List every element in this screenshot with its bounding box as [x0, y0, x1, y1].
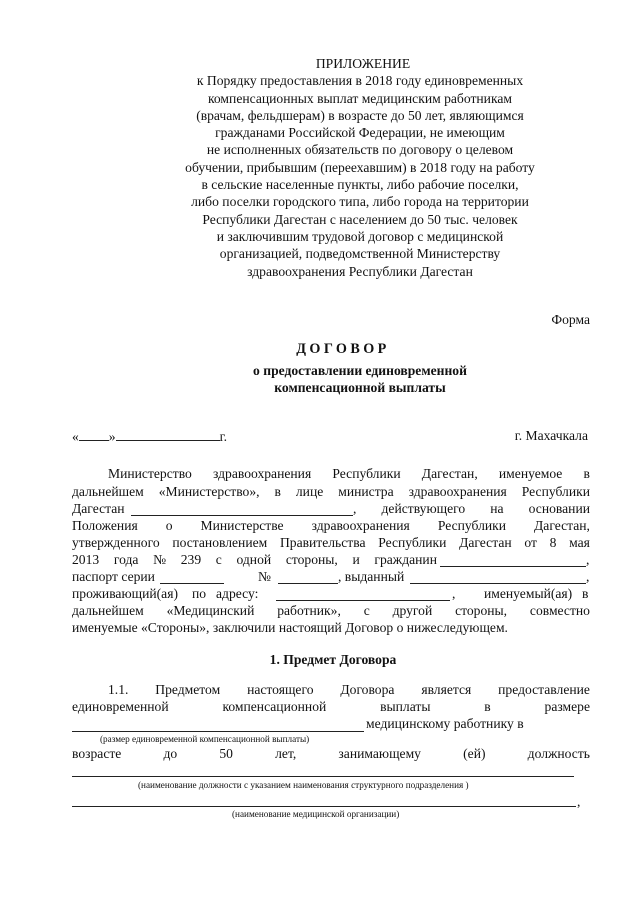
word: с [215, 552, 222, 567]
subtitle-line: о предоставлении единовременной [253, 363, 467, 378]
appendix-line: и заключившим трудовой договор с медицинской [216, 228, 504, 244]
word: 50 [219, 746, 233, 761]
word: стороны, [285, 552, 338, 567]
word: единовременной [72, 699, 169, 714]
month-blank [116, 428, 220, 441]
preamble-line-10: именуемые «Стороны», заключили настоящий Договор о нижеследующем. [72, 620, 508, 635]
appendix-line: организацией, подведомственной Министерству [219, 246, 501, 262]
word: Договора [340, 682, 395, 697]
word: в [274, 484, 281, 499]
word: занимающему [338, 746, 421, 761]
word: Дагестан [72, 501, 125, 516]
word: Республики [521, 484, 590, 499]
word: Предметом [155, 682, 221, 697]
section-1-line-3-end: медицинскому работнику в [366, 716, 524, 731]
word: с [363, 603, 370, 618]
close-quote: » [108, 429, 116, 444]
word: «Министерство», [158, 484, 260, 499]
preamble-line-9 [72, 603, 590, 619]
amount-caption: (размер единовременной компенсационной выплаты) [100, 734, 310, 744]
word: компенсационной [222, 699, 327, 714]
document-title: ДОГОВОР [296, 341, 390, 357]
comma: , [452, 586, 456, 601]
appendix-line: не исполненных обязательств по договору о целевом [206, 142, 514, 158]
passport-series-label: паспорт серии [72, 569, 155, 584]
document-subtitle [150, 362, 570, 396]
preamble-line-2 [72, 484, 590, 500]
issued-by-label: , выданный [338, 569, 405, 584]
appendix-line: в сельские населенные пункты, либо рабочие поселки, [201, 177, 519, 193]
organization-blank [72, 806, 576, 807]
word: лице [295, 484, 324, 499]
word: предоставление [498, 682, 590, 697]
organization-caption: (наименование медицинской организации) [232, 809, 400, 819]
word: (ей) [463, 746, 486, 761]
appendix-block [150, 55, 570, 280]
section-1-line-4 [72, 746, 590, 762]
word: проживающий(ая) [72, 586, 178, 601]
word: совместно [529, 603, 590, 618]
preamble-line-4 [72, 518, 590, 534]
citizen-name-blank [440, 566, 586, 567]
word: настоящего [247, 682, 314, 697]
word: здравоохранения [408, 484, 507, 499]
word: Министерство [108, 466, 192, 481]
word: Положения [72, 518, 138, 533]
word: утвержденного [72, 535, 160, 550]
address-blank [276, 600, 450, 601]
word: должность [527, 746, 590, 761]
word: № [153, 552, 167, 567]
preamble-line-6 [72, 552, 437, 568]
year-suffix: г. [219, 429, 228, 444]
comma: , [586, 569, 590, 584]
appendix-line: компенсационных выплат медицинским работникам [207, 90, 512, 106]
word: одной [236, 552, 272, 567]
word: другой [392, 603, 433, 618]
date-field [72, 428, 227, 445]
word: до [163, 746, 178, 761]
word: является [421, 682, 472, 697]
passport-number-label: № [258, 569, 271, 584]
minister-name-blank [131, 515, 353, 516]
word: в [583, 466, 590, 481]
word: от [524, 535, 537, 550]
word: Министерстве [200, 518, 284, 533]
appendix-line: гражданами Российской Федерации, не имеющим [215, 125, 505, 141]
preamble-line-5 [72, 535, 590, 551]
word: гражданин [374, 552, 437, 567]
word: здравоохранения [311, 518, 410, 533]
amount-blank [72, 731, 364, 732]
comma: , [577, 794, 581, 809]
section-1-line-2 [72, 699, 590, 715]
word: и [352, 552, 360, 567]
appendix-line: (врачам, фельдшерам) в возрасте до 50 лет, являющимся [196, 107, 524, 123]
word: в [582, 586, 589, 601]
word: Республики [437, 518, 507, 533]
passport-series-blank [160, 583, 224, 584]
word: министра [338, 484, 394, 499]
word: в [484, 699, 491, 714]
passport-number-blank [278, 583, 338, 584]
word: работник», [277, 603, 341, 618]
word: постановлением [172, 535, 268, 550]
position-caption: (наименование должности с указанием наименования структурного подразделения ) [138, 780, 469, 790]
word: «Медицинский [166, 603, 255, 618]
subtitle-line: компенсационной выплаты [274, 380, 446, 395]
word: дальнейшем [72, 484, 144, 499]
word: лет, [275, 746, 297, 761]
word: стороны, [455, 603, 508, 618]
word: Дагестан [459, 535, 512, 550]
word: выплаты [380, 699, 431, 714]
city-label: г. Махачкала [514, 428, 588, 443]
issued-by-blank [410, 583, 586, 584]
appendix-heading: ПРИЛОЖЕНИЕ [315, 56, 411, 71]
appendix-line: обучении, прибывшим (переехавшим) в 2018 году на работу [185, 159, 535, 175]
section-1-line-1 [72, 682, 590, 698]
open-quote: « [72, 429, 79, 444]
word: года [113, 552, 139, 567]
appendix-line: либо поселки городского типа, либо города на территории [191, 194, 529, 210]
word: 2013 [72, 552, 100, 567]
comma: , [586, 552, 590, 567]
position-blank [72, 776, 574, 777]
word: Правительства [279, 535, 366, 550]
word: адресу: [216, 586, 259, 601]
day-blank [79, 428, 109, 441]
appendix-line: здравоохранения Республики Дагестан [247, 263, 473, 279]
word: Дагестан, [534, 518, 590, 533]
clause-number: 1.1. [108, 682, 129, 697]
word: возрасте [72, 746, 122, 761]
word: дальнейшем [72, 603, 144, 618]
appendix-line: к Порядку предоставления в 2018 году единовременных [196, 73, 524, 89]
preamble-line-3-end: , действующего на основании [353, 501, 590, 516]
word: Республики [378, 535, 447, 550]
appendix-line: Республики Дагестан с населением до 50 тыс. человек [202, 211, 518, 227]
word: размере [544, 699, 590, 714]
preamble-line-1 [72, 466, 590, 482]
section-1-title: 1. Предмет Договора [269, 652, 397, 667]
form-label: Форма [551, 312, 590, 327]
word: по [192, 586, 207, 601]
word: именуемый(ая) [484, 586, 573, 601]
word: Республики [332, 466, 401, 481]
word: 239 [180, 552, 202, 567]
preamble-line-3 [72, 501, 125, 517]
word: о [165, 518, 173, 533]
word: Дагестан, [421, 466, 478, 481]
word: мая [569, 535, 590, 550]
word: здравоохранения [213, 466, 312, 481]
word: именуемое [498, 466, 563, 481]
word: 8 [549, 535, 557, 550]
